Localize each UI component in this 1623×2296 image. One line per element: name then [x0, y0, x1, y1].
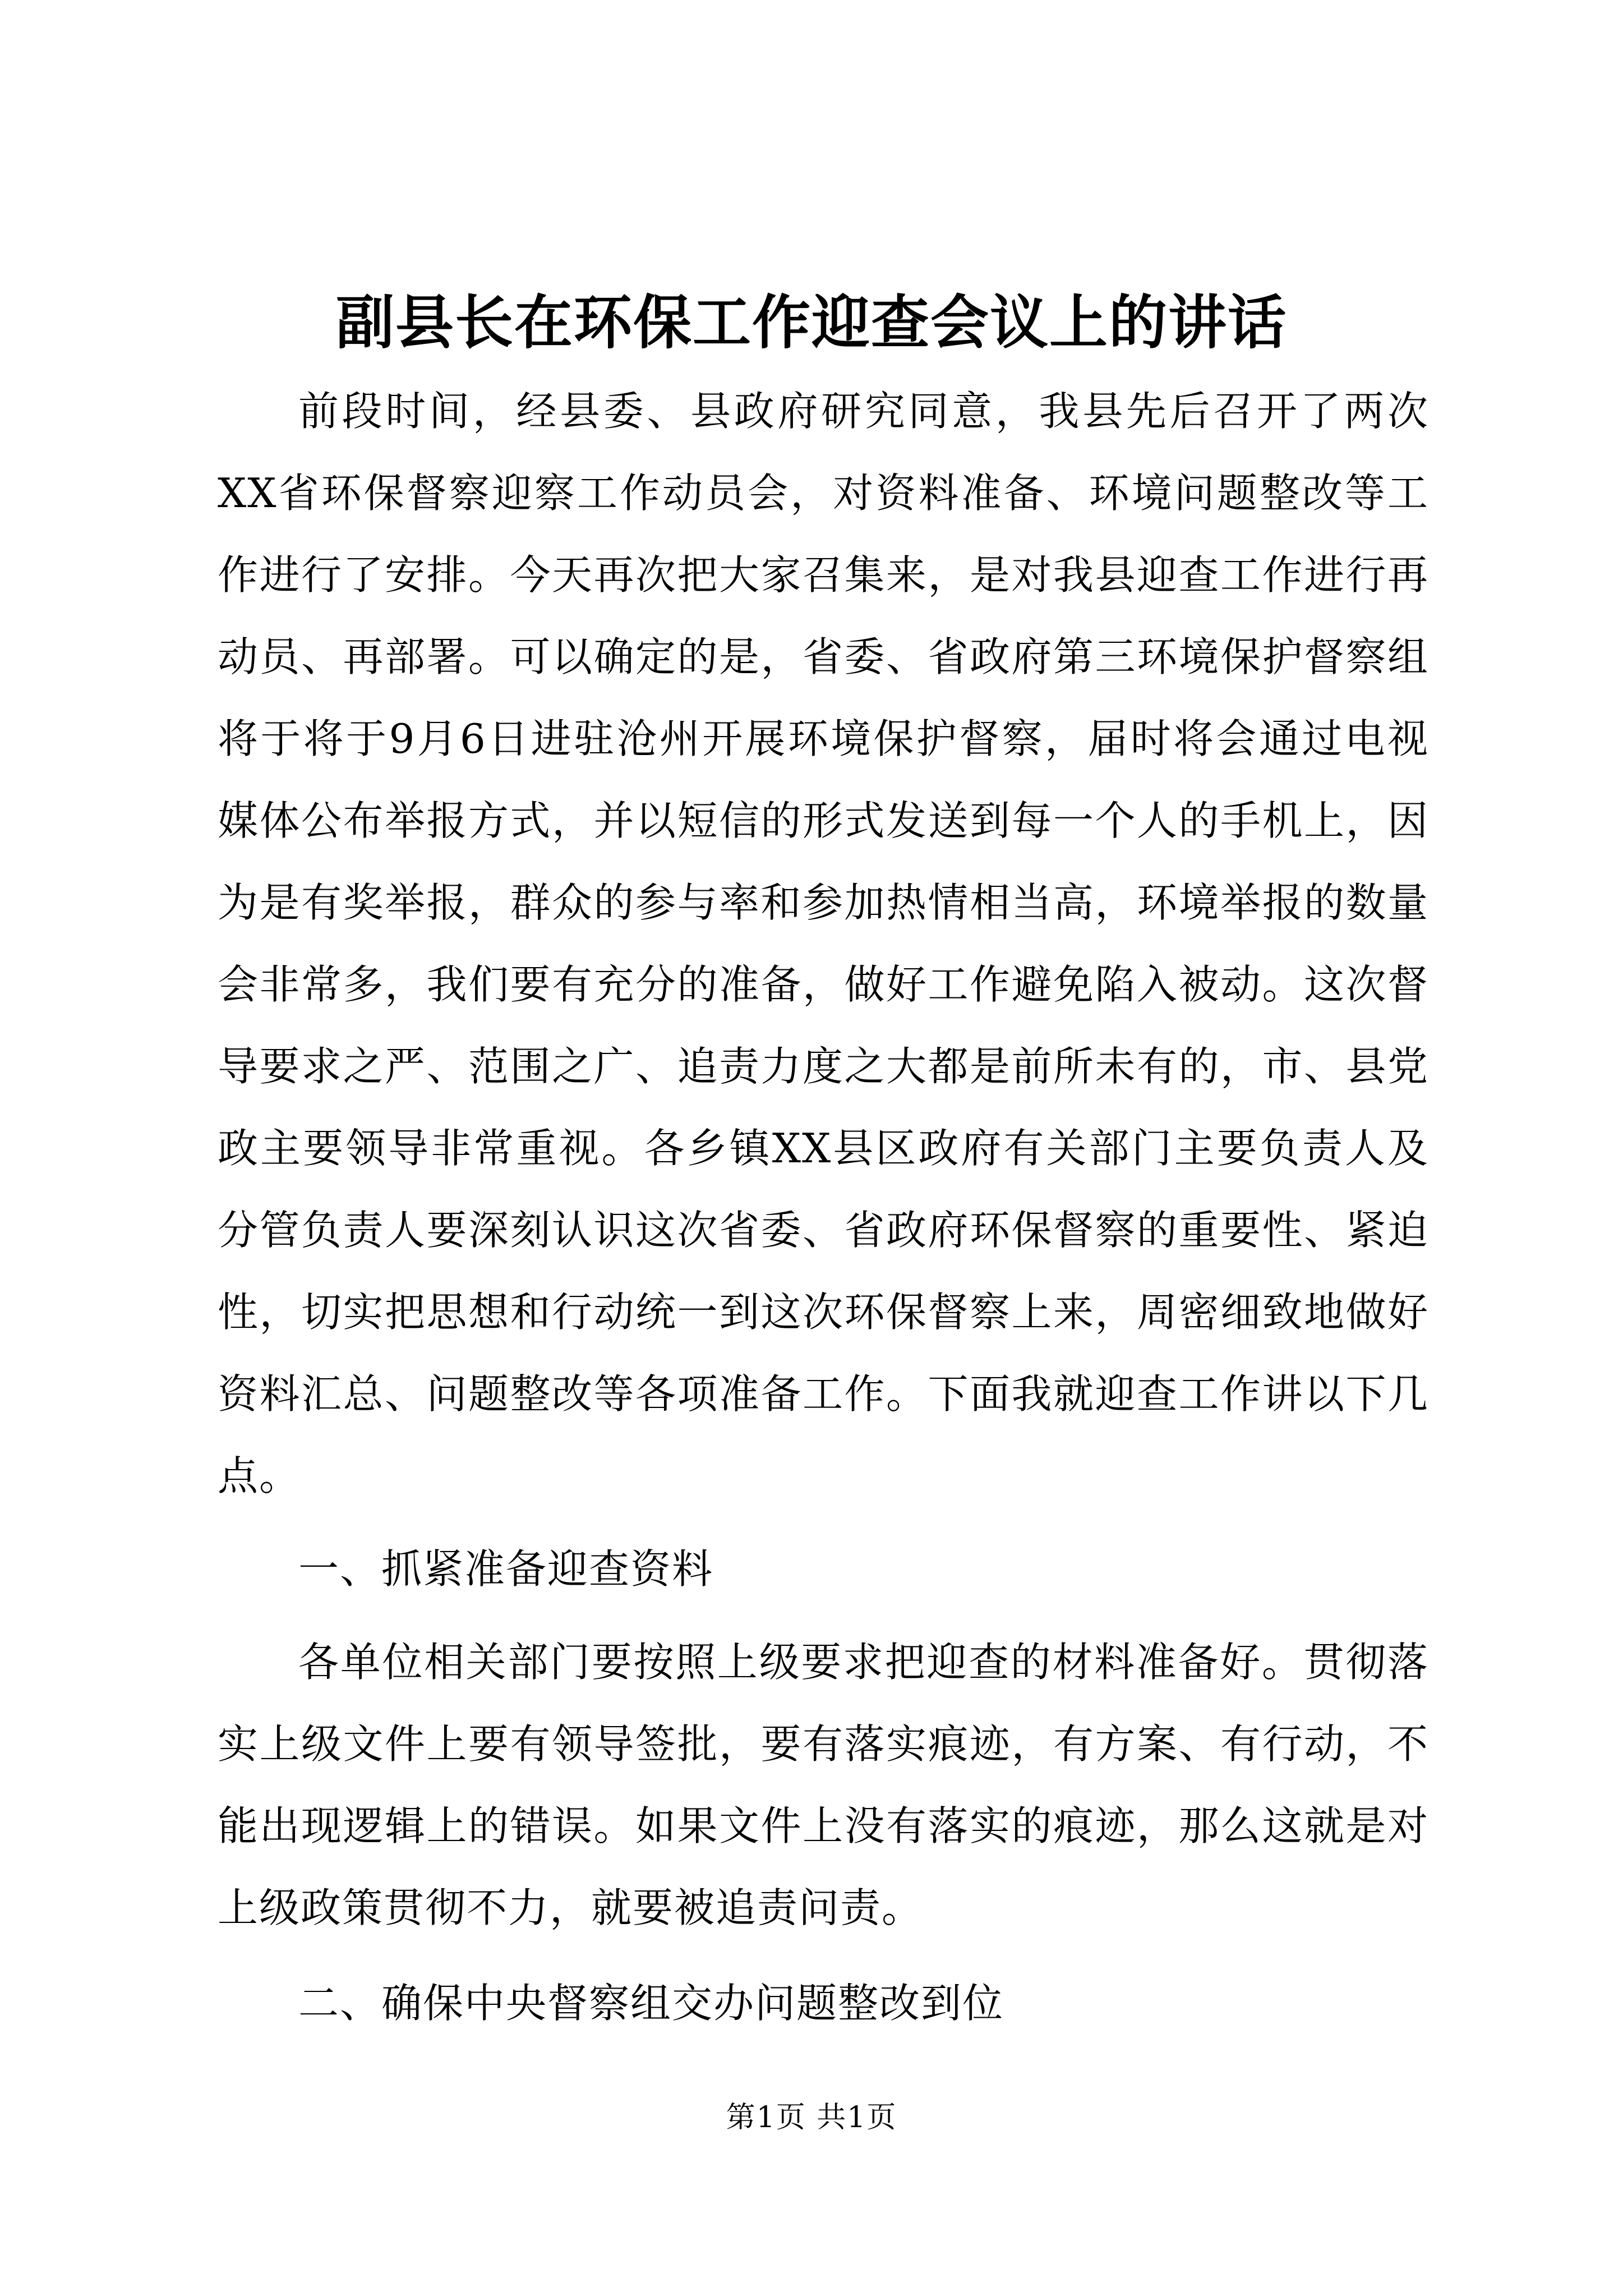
section-heading-1: 一、抓紧准备迎查资料: [298, 1545, 714, 1593]
section-heading-2: 二、确保中央督察组交办问题整改到位: [298, 1980, 1004, 2027]
document-body: [218, 370, 1429, 2044]
intro-paragraph: 前段时间，经县委、县政府研究同意，我县先后召开了两次XX省环保督察迎察工作动员会，对资料准备、环境问题整改等工作进行了安排。今天再次把大家召集来，是对我县迎查工作进行再动员、再部署。可以确定的是，省委、省政府第三环境保护督察组将于将于9月6日进驻沧州开展环境保护督察，届时将会通过电视媒体公布举报方式，并以短信的形式发送到每一个人的手机上，因为是有奖举报，群众的参与率和参加热情相当高，环境举报的数量会非常多，我们要有充分的准备，做好工作避免陷入被动。这次督导要求之严、范围之广、追责力度之大都是前所未有的，市、县党政主要领导非常重视。各乡镇XX县区政府有关部门主要负责人及分管负责人要深刻认识这次省委、省政府环保督察的重要性、紧迫性，切实把思想和行动统一到这次环保督察上来，周密细致地做好资料汇总、问题整改等各项准备工作。下面我就迎查工作讲以下几点。: [218, 388, 1429, 1499]
paragraph-spacer: [218, 1610, 1429, 1621]
document-title: 副县长在环保工作迎查会议上的讲话: [335, 288, 1287, 357]
paragraph-spacer: [218, 1949, 1429, 1962]
section-1-paragraph: 各单位相关部门要按照上级要求把迎查的材料准备好。贯彻落实上级文件上要有领导签批，要有落实痕迹，有方案、有行动，不能出现逻辑上的错误。如果文件上没有落实的痕迹，那么这就是对上级政策贯彻不力，就要被追责问责。: [218, 1639, 1429, 1931]
page-number-footer: 第1页 共1页: [726, 2101, 897, 2134]
paragraph-spacer: [218, 1517, 1429, 1528]
